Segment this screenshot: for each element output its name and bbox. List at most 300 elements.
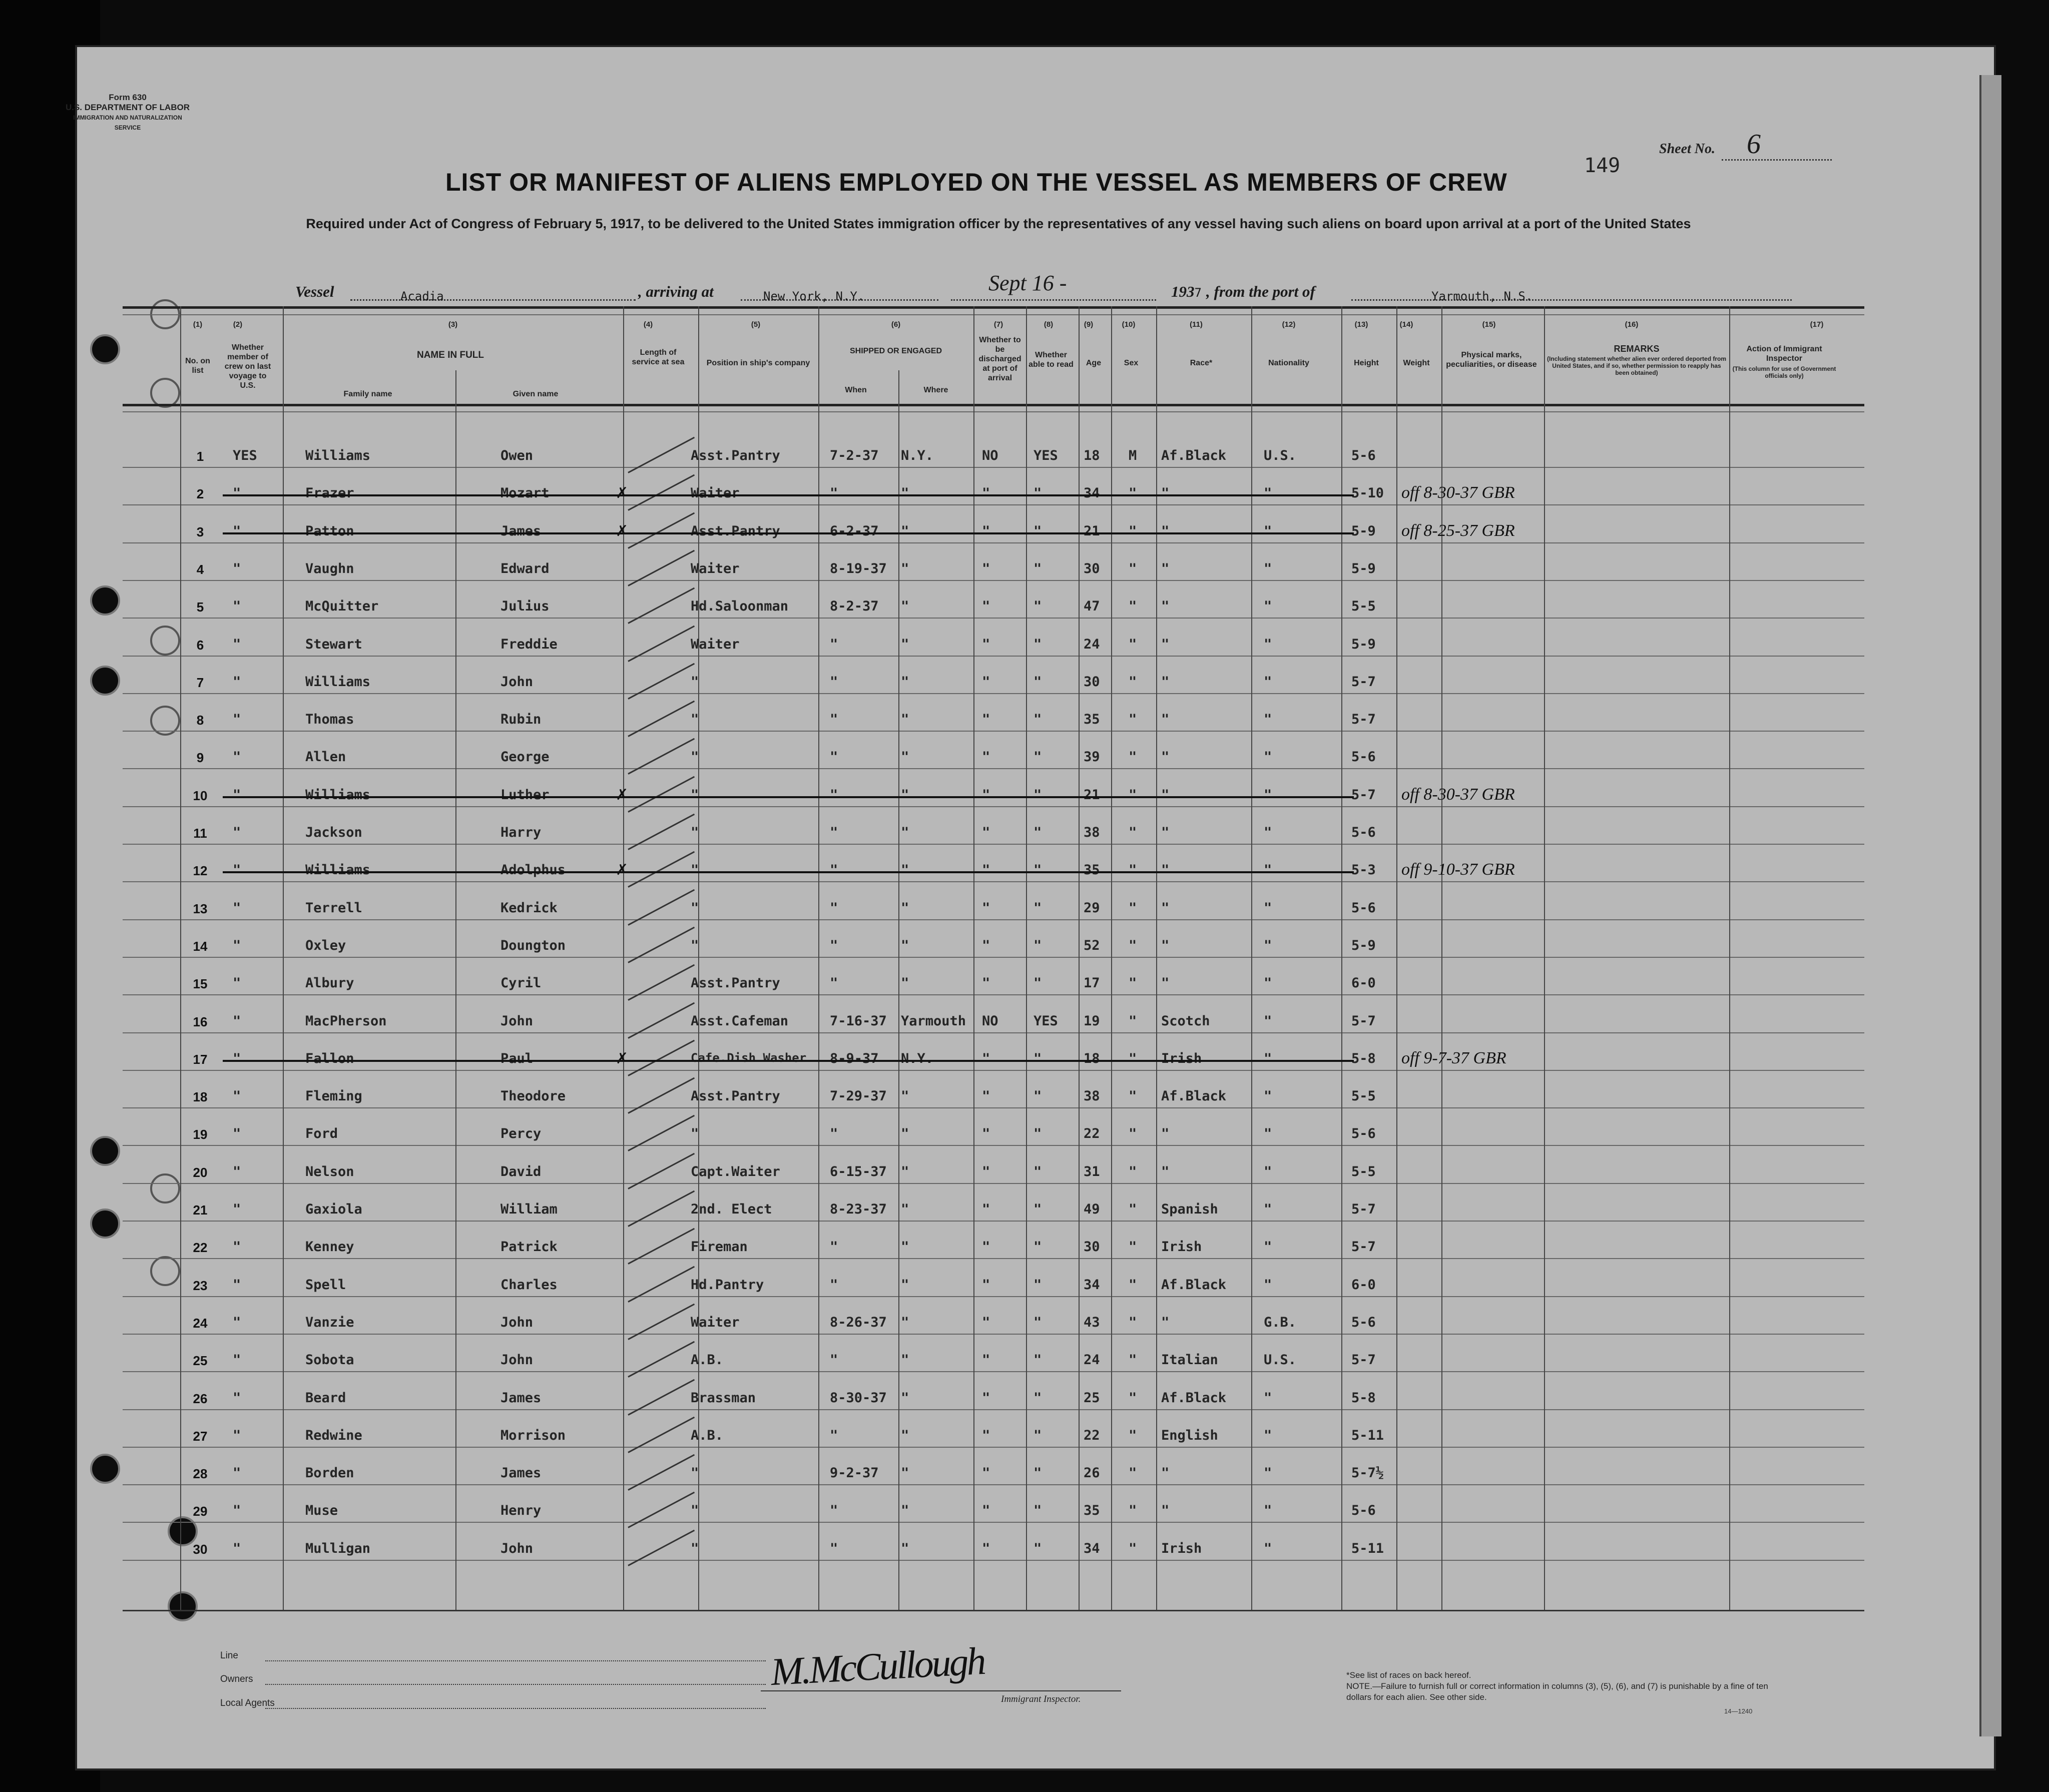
cell-height: 6-0 (1351, 1277, 1376, 1293)
cell-race: English (1161, 1427, 1218, 1443)
cell-age: 18 (1084, 448, 1100, 463)
cell-where: " (901, 599, 909, 615)
cell-given: Edward (500, 560, 550, 576)
cell-age: 29 (1084, 900, 1100, 916)
cell-nationality: U.S. (1264, 448, 1297, 463)
cell-nationality: " (1264, 1427, 1272, 1443)
cell-position: A.B. (691, 1427, 724, 1443)
cell-given: Theodore (500, 1088, 566, 1104)
cell-nationality: " (1264, 485, 1272, 501)
cell-given: Adolphus (500, 862, 566, 878)
cell-member: " (233, 712, 241, 728)
cell-read: " (1034, 1277, 1042, 1293)
col-rule (1544, 306, 1545, 1610)
colnum-6: (6) (891, 320, 901, 329)
cell-race: Scotch (1161, 1013, 1210, 1029)
cell-discharged: " (982, 1352, 990, 1368)
races-note: *See list of races on back hereof. (1346, 1670, 1471, 1680)
row-number: 9 (196, 750, 204, 766)
header-height: Height (1354, 359, 1379, 367)
cell-member: " (233, 1352, 241, 1368)
cell-member: " (233, 1390, 241, 1406)
cell-family: Terrell (305, 900, 362, 916)
cell-sex: " (1129, 975, 1137, 991)
cell-position: " (691, 825, 699, 840)
cell-family: Muse (305, 1503, 338, 1519)
cell-nationality: " (1264, 975, 1272, 991)
header-discharged: Whether to be discharged at port of arrival (978, 336, 1021, 382)
strike-through-line (223, 532, 1354, 534)
table-top-rule-inner (123, 314, 1864, 315)
x-mark-icon: ✗ (616, 1049, 629, 1067)
cell-read: " (1034, 636, 1042, 652)
row-number: 8 (196, 713, 204, 728)
row-number: 21 (193, 1203, 208, 1218)
cell-nationality: U.S. (1264, 1352, 1297, 1368)
strike-through-line (223, 871, 1354, 873)
colnum-1: (1) (193, 320, 203, 329)
cell-given: Kedrick (500, 900, 558, 916)
row-number: 3 (196, 524, 204, 539)
cell-when: " (830, 1239, 838, 1255)
row-rule (123, 919, 1864, 920)
row-rule (123, 1296, 1864, 1297)
header-weight: Weight (1403, 359, 1430, 367)
cell-nationality: " (1264, 1013, 1272, 1029)
cell-nationality: " (1264, 1088, 1272, 1104)
header-bottom-rule-inner (123, 411, 1864, 412)
cell-discharged: " (982, 975, 990, 991)
cell-race: " (1161, 1126, 1170, 1142)
cell-read: " (1034, 825, 1042, 840)
cell-family: Albury (305, 975, 354, 991)
page-number: 149 (1584, 154, 1621, 177)
cell-member: " (233, 599, 241, 615)
table-top-rule (123, 306, 1864, 309)
row-number: 7 (196, 675, 204, 690)
cell-age: 30 (1084, 674, 1100, 690)
cell-age: 21 (1084, 787, 1100, 803)
cell-age: 47 (1084, 599, 1100, 615)
cell-position: " (691, 749, 699, 765)
cell-discharged: " (982, 560, 990, 576)
header-remarks-sub: (Including statement whether alien ever ordered deported from United States, and if so, whether permission to reapply has been obtained) (1547, 355, 1727, 376)
cell-family: McQuitter (305, 599, 379, 615)
cell-height: 5-9 (1351, 937, 1376, 953)
cell-height: 5-7 (1351, 1202, 1376, 1217)
cell-member: " (233, 523, 241, 539)
cell-sex: " (1129, 825, 1137, 840)
cell-race: " (1161, 787, 1170, 803)
cell-when: 7-16-37 (830, 1013, 887, 1029)
colnum-10: (10) (1122, 320, 1136, 329)
cell-sex: " (1129, 1465, 1137, 1481)
cell-position: Brassman (691, 1390, 756, 1406)
agents-label: Local Agents (220, 1698, 275, 1708)
arriving-port: New York, N.Y. (763, 289, 865, 303)
cell-age: 52 (1084, 937, 1100, 953)
row-rule (123, 693, 1864, 694)
cell-sex: " (1129, 937, 1137, 953)
cell-sex: " (1129, 1314, 1137, 1330)
cell-sex: " (1129, 1126, 1137, 1142)
cell-height: 5-5 (1351, 1163, 1376, 1179)
cell-where: Yarmouth (901, 1013, 966, 1029)
cell-position: Asst.Pantry (691, 975, 780, 991)
cell-when: " (830, 1126, 838, 1142)
cell-position: Hd.Pantry (691, 1277, 764, 1293)
cell-nationality: " (1264, 900, 1272, 916)
cell-nationality: " (1264, 636, 1272, 652)
cell-member: " (233, 1465, 241, 1481)
cell-read: " (1034, 749, 1042, 765)
table-bottom-rule (123, 1610, 1864, 1611)
cell-given: Rubin (500, 712, 542, 728)
cell-sex: " (1129, 1013, 1137, 1029)
cell-given: James (500, 1390, 542, 1406)
cell-given: Percy (500, 1126, 542, 1142)
row-number: 1 (196, 449, 204, 464)
cell-nationality: " (1264, 937, 1272, 953)
cell-race: Af.Black (1161, 1088, 1227, 1104)
cell-where: " (901, 636, 909, 652)
cell-position: " (691, 1540, 699, 1556)
cell-member: " (233, 1314, 241, 1330)
cell-age: 30 (1084, 560, 1100, 576)
cell-height: 5-7½ (1351, 1465, 1384, 1481)
cell-age: 35 (1084, 1503, 1100, 1519)
form-number: Form 630 (109, 93, 147, 102)
cell-race: " (1161, 674, 1170, 690)
row-rule (123, 1409, 1864, 1410)
cell-sex: " (1129, 900, 1137, 916)
cell-member: " (233, 975, 241, 991)
cell-position: Waiter (691, 636, 740, 652)
strike-through-line (223, 796, 1354, 798)
cell-age: 22 (1084, 1126, 1100, 1142)
cell-position: Asst.Pantry (691, 448, 780, 463)
cell-when: " (830, 862, 838, 878)
cell-discharged: " (982, 749, 990, 765)
agency-service: IMMIGRATION AND NATURALIZATION SERVICE (73, 114, 182, 131)
cell-position: " (691, 1503, 699, 1519)
row-number: 2 (196, 486, 204, 502)
cell-discharged: " (982, 1088, 990, 1104)
cell-height: 5-11 (1351, 1540, 1384, 1556)
col-rule (180, 306, 181, 1610)
col-rule (898, 370, 899, 1610)
cell-discharged: " (982, 937, 990, 953)
cell-where: " (901, 1465, 909, 1481)
cell-sex: " (1129, 1050, 1137, 1066)
cell-height: 5-6 (1351, 1314, 1376, 1330)
header-shipped: SHIPPED OR ENGAGED (849, 347, 942, 355)
binder-hole (90, 666, 120, 696)
arrival-date-wrap (988, 270, 1067, 296)
cell-sex: " (1129, 749, 1137, 765)
col-rule (973, 306, 974, 1610)
cell-nationality: " (1264, 1126, 1272, 1142)
cell-height: 5-9 (1351, 523, 1376, 539)
cell-when: " (830, 1352, 838, 1368)
x-mark-icon: ✗ (616, 786, 629, 804)
cell-given: John (500, 1314, 534, 1330)
cell-height: 5-9 (1351, 560, 1376, 576)
cell-race: Af.Black (1161, 1390, 1227, 1406)
cell-family: Mulligan (305, 1540, 371, 1556)
colnum-3: (3) (448, 320, 458, 329)
cell-when: " (830, 636, 838, 652)
cell-when: " (830, 674, 838, 690)
col-rule (818, 306, 819, 1610)
cell-discharged: " (982, 1050, 990, 1066)
header-race: Race* (1190, 359, 1213, 367)
cell-member: " (233, 1427, 241, 1443)
cell-where: " (901, 975, 909, 991)
cell-sex: " (1129, 674, 1137, 690)
cell-age: 38 (1084, 1088, 1100, 1104)
cell-member: " (233, 1503, 241, 1519)
cell-family: Jackson (305, 825, 362, 840)
header-member: Whether member of crew on last voyage to U.S. (224, 343, 271, 390)
cell-member: " (233, 636, 241, 652)
cell-age: 35 (1084, 862, 1100, 878)
cell-nationality: " (1264, 560, 1272, 576)
vessel-name-wrap (400, 286, 444, 304)
cell-sex: " (1129, 485, 1137, 501)
row-number: 12 (193, 863, 208, 879)
cell-read: " (1034, 560, 1042, 576)
cell-discharged: " (982, 1540, 990, 1556)
row-rule (123, 1221, 1864, 1222)
row-rule (123, 731, 1864, 732)
row-rule (123, 1522, 1864, 1523)
from-line (1351, 299, 1792, 301)
header-nationality: Nationality (1268, 359, 1309, 367)
row-number: 6 (196, 637, 204, 653)
vessel-name: Acadia (400, 289, 444, 303)
cell-where: " (901, 485, 909, 501)
cell-race: Af.Black (1161, 1277, 1227, 1293)
cell-where: " (901, 560, 909, 576)
cell-where: " (901, 1427, 909, 1443)
col-rule (1396, 306, 1397, 1610)
cell-age: 34 (1084, 1540, 1100, 1556)
row-rule (123, 957, 1864, 958)
cell-family: Williams (305, 448, 371, 463)
cell-family: Williams (305, 787, 371, 803)
cell-race: " (1161, 862, 1170, 878)
cell-height: 5-6 (1351, 825, 1376, 840)
row-rule (123, 768, 1864, 769)
row-rule (123, 1107, 1864, 1108)
cell-height: 5-9 (1351, 636, 1376, 652)
cell-read: YES (1034, 1013, 1058, 1029)
from-port-wrap (1431, 286, 1532, 304)
cell-member: " (233, 825, 241, 840)
header-marks: Physical marks, peculiarities, or disease (1446, 351, 1537, 369)
cell-race: " (1161, 975, 1170, 991)
cell-given: William (500, 1202, 558, 1217)
cell-age: 18 (1084, 1050, 1100, 1066)
cell-family: Williams (305, 862, 371, 878)
colnum-13: (13) (1354, 320, 1368, 329)
cell-where: " (901, 1202, 909, 1217)
cell-given: Julius (500, 599, 550, 615)
colnum-17: (17) (1810, 320, 1824, 329)
cell-given: Charles (500, 1277, 558, 1293)
row-number: 18 (193, 1089, 208, 1105)
header-action: Action of Immigrant Inspector (1746, 345, 1822, 363)
cell-sex: " (1129, 1540, 1137, 1556)
cell-race: " (1161, 749, 1170, 765)
cell-when: 7-29-37 (830, 1088, 887, 1104)
cell-sex: " (1129, 1202, 1137, 1217)
cell-when: 8-30-37 (830, 1390, 887, 1406)
header-given: Given name (513, 390, 559, 398)
cell-given: Luther (500, 787, 550, 803)
cell-when: " (830, 485, 838, 501)
cell-where: " (901, 900, 909, 916)
owners-label: Owners (220, 1674, 253, 1684)
cell-sex: " (1129, 1427, 1137, 1443)
remark-handwritten: off 9-7-37 GBR (1401, 1048, 1506, 1067)
year-label: 193 (1171, 283, 1195, 300)
cell-discharged: " (982, 1202, 990, 1217)
cell-when: 9-2-37 (830, 1465, 879, 1481)
row-number: 4 (196, 561, 204, 577)
cell-discharged: " (982, 1239, 990, 1255)
cell-when: " (830, 1427, 838, 1443)
cell-read: " (1034, 523, 1042, 539)
cell-discharged: " (982, 825, 990, 840)
colnum-14: (14) (1399, 320, 1413, 329)
row-rule (123, 1183, 1864, 1184)
cell-when: 7-2-37 (830, 448, 879, 463)
cell-sex: " (1129, 787, 1137, 803)
col-rule (1079, 306, 1080, 1610)
row-rule (123, 1334, 1864, 1335)
cell-position: Cafe.Dish Washer (691, 1050, 807, 1065)
cell-member: " (233, 1013, 241, 1029)
footer-note (1346, 1670, 1787, 1703)
cell-position: " (691, 900, 699, 916)
binder-hole (90, 1209, 120, 1239)
col-rule (1026, 306, 1027, 1610)
row-rule (123, 1258, 1864, 1259)
cell-nationality: " (1264, 1390, 1272, 1406)
arriving-label-wrap (638, 283, 714, 301)
cell-position: " (691, 674, 699, 690)
cell-sex: " (1129, 636, 1137, 652)
col-rule (1111, 306, 1112, 1610)
cell-read: " (1034, 787, 1042, 803)
cell-where: " (901, 787, 909, 803)
cell-position: Fireman (691, 1239, 748, 1255)
cell-when: " (830, 749, 838, 765)
cell-position: Waiter (691, 1314, 740, 1330)
vessel-label-wrap (295, 283, 334, 301)
header-name: NAME IN FULL (416, 350, 484, 360)
cell-where: " (901, 1390, 909, 1406)
cell-member: " (233, 937, 241, 953)
cell-nationality: " (1264, 1163, 1272, 1179)
row-number: 22 (193, 1240, 208, 1256)
cell-given: George (500, 749, 550, 765)
cell-when: " (830, 825, 838, 840)
cell-sex: " (1129, 712, 1137, 728)
remark-handwritten: off 8-30-37 GBR (1401, 483, 1515, 502)
cell-discharged: " (982, 636, 990, 652)
sheet-number: 6 (1747, 129, 1761, 160)
col-rule (283, 306, 284, 1610)
row-rule (123, 1145, 1864, 1146)
row-number: 14 (193, 938, 208, 954)
x-mark-icon: ✗ (616, 522, 629, 540)
cell-nationality: " (1264, 1277, 1272, 1293)
cell-read: " (1034, 1126, 1042, 1142)
cell-given: James (500, 1465, 542, 1481)
cell-race: " (1161, 1314, 1170, 1330)
colnum-15: (15) (1482, 320, 1496, 329)
cell-where: " (901, 1239, 909, 1255)
cell-when: 8-9-37 (830, 1050, 879, 1066)
cell-position: " (691, 1465, 699, 1481)
cell-family: Ford (305, 1126, 338, 1142)
cell-height: 5-8 (1351, 1390, 1376, 1406)
cell-age: 21 (1084, 523, 1100, 539)
arrival-date: Sept 16 - (988, 271, 1067, 295)
cell-member: " (233, 560, 241, 576)
cell-race: " (1161, 560, 1170, 576)
cell-family: Oxley (305, 937, 346, 953)
cell-member: " (233, 1202, 241, 1217)
row-number: 5 (196, 600, 204, 615)
cell-where: N.Y. (901, 1050, 934, 1066)
cell-where: N.Y. (901, 448, 934, 463)
cell-where: " (901, 523, 909, 539)
cell-position: " (691, 787, 699, 803)
cell-position: " (691, 712, 699, 728)
inspector-signature: M.McCullough (769, 1638, 985, 1694)
colnum-16: (16) (1625, 320, 1639, 329)
cell-where: " (901, 937, 909, 953)
col-rule (1251, 306, 1252, 1610)
header-age: Age (1086, 359, 1102, 367)
cell-read: " (1034, 975, 1042, 991)
cell-discharged: " (982, 1427, 990, 1443)
cell-age: 34 (1084, 485, 1100, 501)
cell-read: " (1034, 900, 1042, 916)
cell-member: " (233, 1277, 241, 1293)
cell-height: 5-8 (1351, 1050, 1376, 1066)
cell-nationality: " (1264, 1239, 1272, 1255)
cell-age: 30 (1084, 1239, 1100, 1255)
cell-height: 5-7 (1351, 1352, 1376, 1368)
row-number: 19 (193, 1127, 208, 1142)
cell-given: David (500, 1163, 542, 1179)
cell-height: 5-6 (1351, 1126, 1376, 1142)
cell-race: " (1161, 523, 1170, 539)
cell-nationality: " (1264, 523, 1272, 539)
cell-height: 5-5 (1351, 599, 1376, 615)
header-bottom-rule (123, 404, 1864, 406)
cell-when: " (830, 900, 838, 916)
cell-where: " (901, 1277, 909, 1293)
cell-sex: " (1129, 599, 1137, 615)
cell-discharged: " (982, 485, 990, 501)
col-rule (1341, 306, 1342, 1610)
